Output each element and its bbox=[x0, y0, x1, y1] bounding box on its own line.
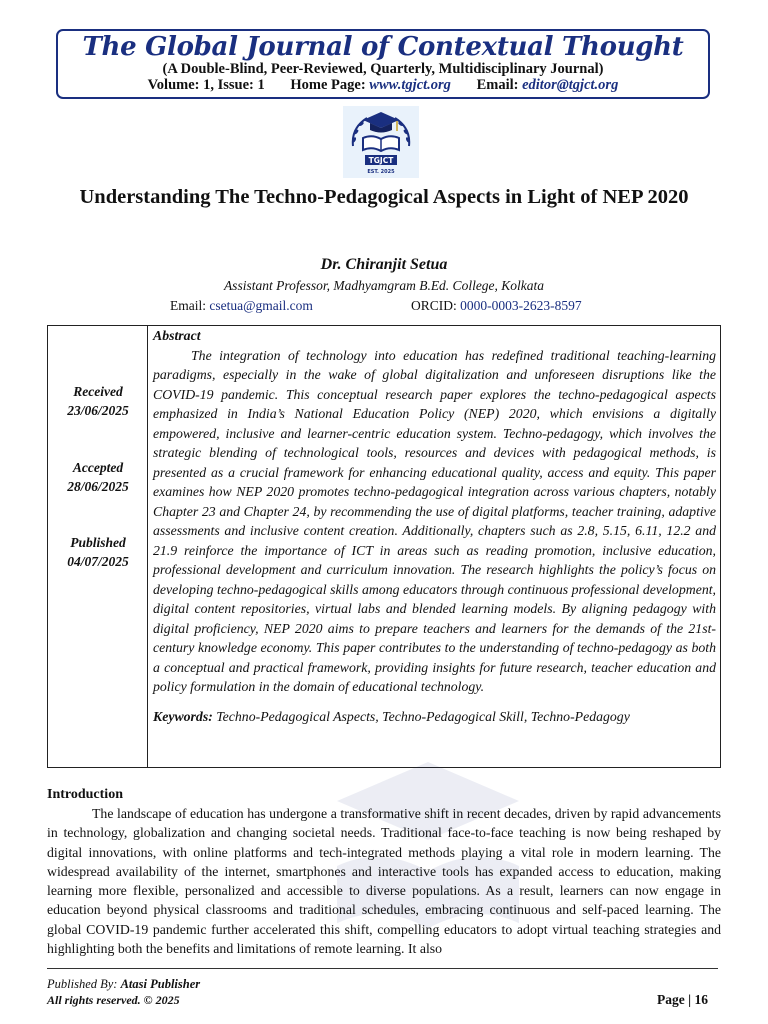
received-date bbox=[48, 382, 148, 420]
copyright-notice: All rights reserved. © 2025 bbox=[47, 993, 180, 1007]
author-affiliation: Assistant Professor, Madhyamgram B.Ed. College, Kolkata bbox=[223, 278, 545, 293]
publisher-line bbox=[47, 977, 200, 992]
abstract-body: The integration of technology into education has redefined traditional teaching-learning paradigms, especially in the wake of global digitalization and unforeseen disruptions like the COVID-19 pandemic. This conceptual research paper explores the techno-pedagogical aspects emphasized in India’s National Education Policy (NEP) 2020, which envisions a digitally empowered, inclusive and learner-centric education system. Techno-pedagogy, which involves the strategic blending of technological tools, resources and devices with pedagogical methods, is presented as a crucial framework for enhancing educational quality, access and equity. This paper examines how NEP 2020 promotes techno-pedagogical integration across various chapters, notably Chapter 23 and Chapter 24, by recommending the use of digital platforms, teacher training, adaptive assessments and inclusive content creation. Additionally, chapters such as 2.8, 5.15, 6.11, 12.2 and 21.9 reinforce the importance of ICT in areas such as reading promotion, inclusive education, professional development and curriculum innovation. The research highlights the policy’s focus on developing techno-pedagogical skills among educators through continuous professional development, digital content repositories, virtual labs and blended learning models. By aligning pedagogy with digital proficiency, NEP 2020 aims to prepare teachers and learners for the demands of the 21st-century knowledge economy. This paper contributes to the understanding of techno-pedagogy as both a conceptual and practical framework, providing insights for future research, teacher education and policy formulation in the domain of educational technology. bbox=[153, 347, 716, 694]
volume-issue: Volume: 1, Issue: 1 bbox=[147, 77, 265, 93]
journal-masthead bbox=[56, 29, 710, 99]
received-value: 23/06/2025 bbox=[67, 403, 129, 418]
author-email-label: Email: bbox=[170, 298, 206, 313]
journal-email-link[interactable]: editor@tgjct.org bbox=[522, 77, 619, 93]
published-label: Published bbox=[70, 535, 126, 550]
author-email-field bbox=[170, 297, 313, 314]
journal-title: The Global Journal of Contextual Thought bbox=[82, 32, 684, 62]
accepted-value: 28/06/2025 bbox=[67, 479, 129, 494]
keywords bbox=[153, 707, 716, 727]
footer-divider bbox=[47, 968, 718, 969]
published-value: 04/07/2025 bbox=[67, 554, 129, 569]
author-email-link[interactable]: csetua@gmail.com bbox=[209, 298, 313, 313]
journal-subtitle: (A Double-Blind, Peer-Reviewed, Quarterly, Multidisciplinary Journal) bbox=[162, 61, 604, 77]
published-by-label: Published By: bbox=[47, 977, 118, 991]
introduction-heading: Introduction bbox=[47, 787, 123, 802]
dates-column bbox=[48, 326, 148, 767]
article-title: Understanding The Techno-Pedagogical Aspects in Light of NEP 2020 bbox=[79, 186, 689, 208]
abstract-heading: Abstract bbox=[153, 328, 201, 343]
keywords-value: Techno-Pedagogical Aspects, Techno-Pedagogical Skill, Techno-Pedagogy bbox=[216, 708, 630, 724]
accepted-date bbox=[48, 458, 148, 496]
received-label: Received bbox=[73, 384, 123, 399]
author-orcid-field bbox=[411, 297, 582, 314]
home-page-label: Home Page: bbox=[290, 77, 366, 93]
logo-text: TGJCT bbox=[368, 156, 394, 165]
publisher-name: Atasi Publisher bbox=[120, 977, 201, 991]
graduation-cap-book-icon bbox=[343, 106, 419, 178]
author-name: Dr. Chiranjit Setua bbox=[320, 256, 448, 273]
author-orcid-link[interactable]: 0000-0003-2623-8597 bbox=[460, 298, 582, 313]
introduction-body: The landscape of education has undergone a transformative shift in recent decades, driven by rapid advancements in technology, globalization and changing societal needs. Traditional face-to-face teaching is now being reshaped by digital innovations, with online platforms and tech-integrated methods playing a vital role in modern learning. The widespread availability of the internet, smartphones and interactive tools has expanded access to education, making learning more flexible, personalized and accessible to diverse populations. As a result, learners can now engage in education beyond physical classrooms and traditional schedules, embracing continuous and self-paced learning. The global COVID-19 pandemic further accelerated this shift, compelling educators to adopt virtual teaching strategies and highlighting both the benefits and limitations of remote learning. It also bbox=[47, 806, 721, 957]
abstract-table bbox=[47, 325, 721, 768]
keywords-label: Keywords: bbox=[153, 708, 213, 724]
home-page-link[interactable]: www.tgjct.org bbox=[369, 77, 451, 93]
logo-est: EST. 2025 bbox=[367, 169, 395, 175]
journal-email-label: Email: bbox=[476, 77, 519, 93]
journal-logo bbox=[343, 106, 419, 178]
abstract-column bbox=[153, 326, 716, 726]
published-date bbox=[48, 533, 148, 571]
journal-meta bbox=[58, 77, 708, 94]
author-orcid-label: ORCID: bbox=[411, 298, 457, 313]
page-number: Page | 16 bbox=[657, 992, 708, 1007]
accepted-label: Accepted bbox=[72, 460, 124, 475]
